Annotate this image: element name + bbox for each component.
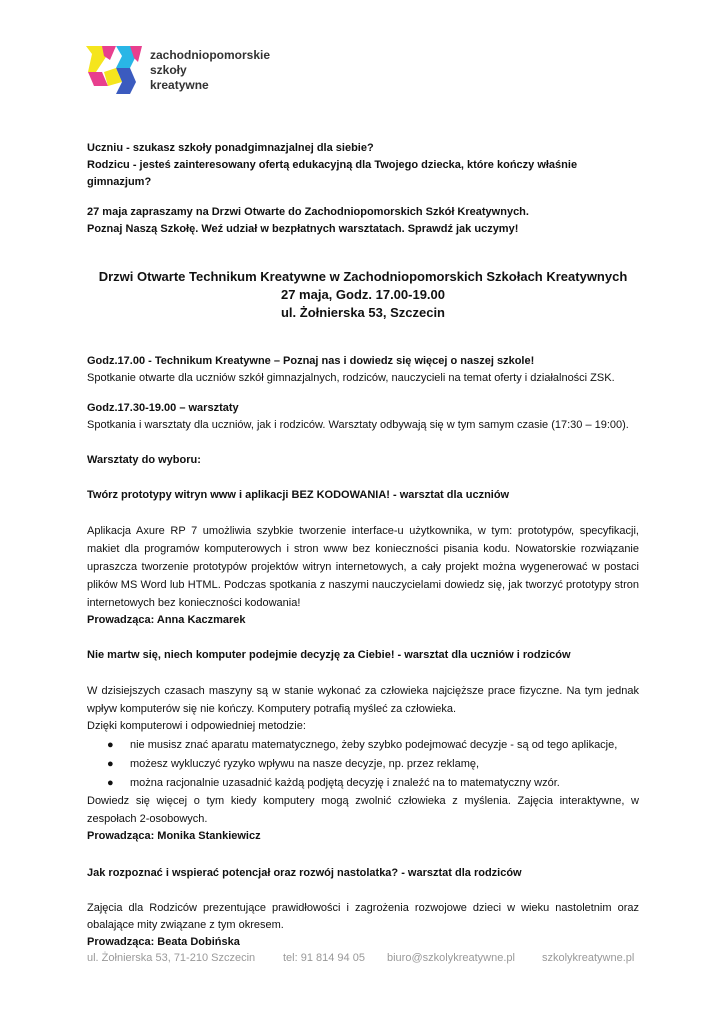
workshop-2-text-1: W dzisiejszych czasach maszyny są w stanie wykonać za człowieka najcięższe prace fizyczne. Na tym jednak wpływ komputerów się nie kończy. Komputery potrafią myśleć za człowieka. [87,685,639,715]
intro-line-1: Uczniu - szukasz szkoły ponadgimnazjalnej dla siebie? [87,142,374,154]
session-2-heading: Godz.17.30-19.00 – warsztaty [87,402,239,414]
bullet-icon: ● [107,777,114,789]
workshop-2-text-2: Dzięki komputerowi i odpowiedniej metodzie: [87,720,306,732]
zsk-logo [86,42,286,98]
intro-line-2: Rodzicu - jesteś zainteresowany ofertą edukacyjną dla Twojego dziecka, które kończy właśnie gimnazjum? [87,159,578,188]
logo-shape [88,54,108,72]
workshop-3-leader: Prowadząca: Beata Dobińska [87,936,240,948]
workshop-2-text-3: Dowiedz się więcej o tym kiedy komputery mogą zwolnić człowieka z myślenia. Zajęcia interaktywne, w zespołach 2-osobowych. [87,795,639,825]
event-header [87,268,639,322]
workshop-1-leader: Prowadząca: Anna Kaczmarek [87,614,246,626]
intro-line-3: 27 maja zapraszamy na Drzwi Otwarte do Zachodniopomorskich Szkół Kreatywnych. [87,206,529,218]
session-1-text: Spotkanie otwarte dla uczniów szkół gimnazjalnych, rodziców, nauczycieli na temat oferty i działalności ZSK. [87,372,615,384]
footer-phone: tel: 91 814 94 05 [283,952,365,964]
list-item [87,755,639,773]
document-body [87,140,639,951]
workshop-2-leader: Prowadząca: Monika Stankiewicz [87,830,261,842]
list-item [87,774,639,792]
workshop-2-title: Nie martw się, niech komputer podejmie decyzję za Ciebie! - warsztat dla uczniów i rodziców [87,649,571,661]
list-item-text: nie musisz znać aparatu matematycznego, żeby szybko podejmować decyzje - są od tego aplikacje, [130,739,618,751]
workshop-3-text: Zajęcia dla Rodziców prezentujące prawidłowości i zagrożenia rozwojowe dzieci w wieku nastoletnim oraz obalające mity związane z tym okresem. [87,902,639,931]
bullet-icon: ● [107,758,114,770]
list-item-text: można racjonalnie uzasadnić każdą podjętą decyzję i znaleźć na to matematyczny wzór. [130,777,560,789]
workshops-choice-heading: Warsztaty do wyboru: [87,454,201,466]
logo-line-1: zachodniopomorskie [150,48,271,62]
event-address: ul. Żołnierska 53, Szczecin [280,305,445,320]
workshop-1-title: Twórz prototypy witryn www i aplikacji BEZ KODOWANIA! - warsztat dla uczniów [87,489,510,501]
logo-shape [116,82,136,94]
session-2-text: Spotkania i warsztaty dla uczniów, jak i rodziców. Warsztaty odbywają się w tym samym czasie (17:30 – 19:00). [87,419,629,431]
footer-address: ul. Żołnierska 53, 71-210 Szczecin [87,952,256,964]
logo-wordmark [150,48,270,93]
logo-line-2: szkoły [150,63,187,77]
bullet-icon: ● [107,739,114,751]
workshop-3-title: Jak rozpoznać i wspierać potencjał oraz rozwój nastolatka? - warsztat dla rodziców [87,867,522,879]
session-1-heading: Godz.17.00 - Technikum Kreatywne – Poznaj nas i dowiedz się więcej o naszej szkole! [87,355,535,367]
logo-line-3: kreatywne [150,78,209,92]
footer-website[interactable]: szkolykreatywne.pl [542,952,635,964]
page-footer [87,952,639,964]
list-item [87,736,639,754]
workshop-2-bullet-list [87,736,639,792]
zsk-logo-mark-icon [86,42,146,98]
footer-email[interactable]: biuro@szkolykreatywne.pl [387,952,515,964]
workshop-1-text: Aplikacja Axure RP 7 umożliwia szybkie tworzenie interface-u użytkownika, w tym: prototypów, specyfikacji, makiet dla programów komputerowych i stron www bez konieczności pisania kodu. Nowatorskie rozwiązanie upraszcza tworzenie prototypów projektów witryn internetowych, a cały projekt można wygenerować w postaci plików MS Word lub HTML. Podczas spotkania z naszymi nauczycielami dowiedz się, jak tworzyć prototypy stron internetowych bez konieczności kodowania! [87,525,639,609]
intro-line-4: Poznaj Naszą Szkołę. Weź udział w bezpłatnych warsztatach. Sprawdź jak uczymy! [87,223,519,235]
logo-shape [116,56,136,68]
event-date: 27 maja, Godz. 17.00-19.00 [280,287,446,302]
list-item-text: możesz wykluczyć ryzyko wpływu na nasze decyzje, np. przez reklamę, [130,758,480,770]
event-title: Drzwi Otwarte Technikum Kreatywne w Zachodniopomorskich Szkołach Kreatywnych [98,269,628,284]
